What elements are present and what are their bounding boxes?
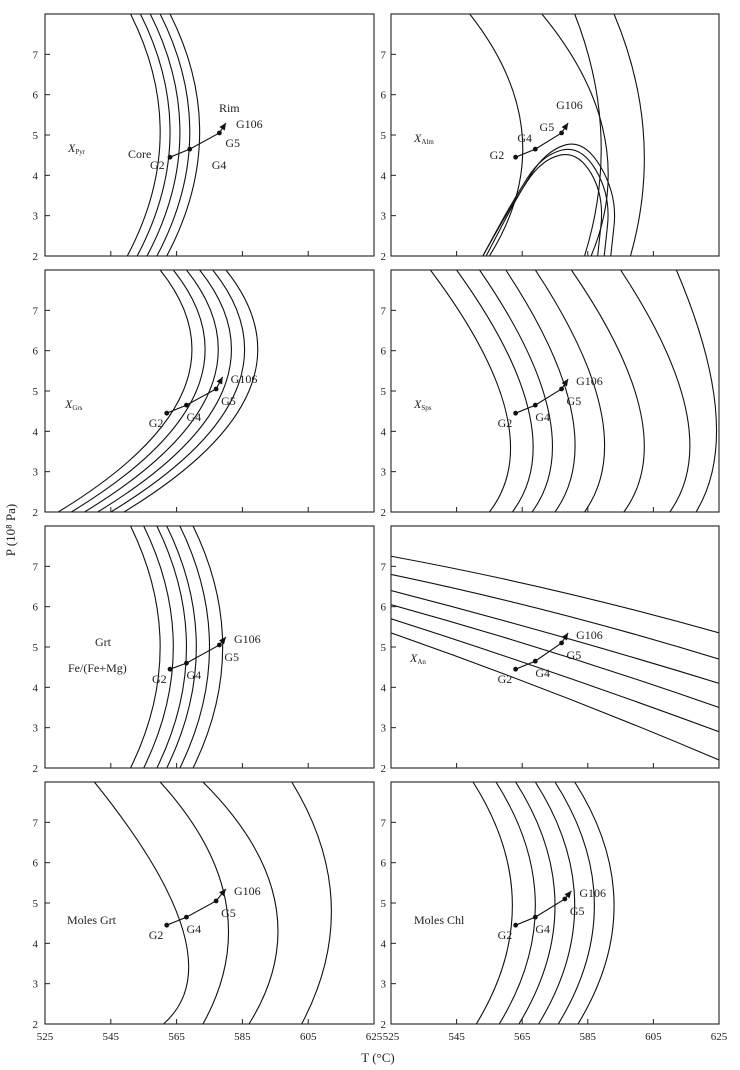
- point-label: G5: [221, 393, 236, 408]
- point-label: G2: [497, 672, 513, 687]
- pt-path: [170, 123, 226, 157]
- isopleths: [473, 782, 614, 1024]
- y-tick-label: 3: [32, 978, 38, 991]
- sample-point: [533, 403, 538, 408]
- rim-label: Rim: [218, 100, 240, 115]
- isopleth-iso-6: [391, 633, 719, 760]
- point-label: G4: [535, 922, 550, 937]
- isopleth-iso-1: [470, 14, 523, 256]
- isopleth-loop-1: [483, 155, 602, 256]
- isopleth-iso-4: [167, 526, 197, 768]
- point-label: G5: [224, 649, 240, 664]
- isopleth-iso-1: [131, 526, 161, 768]
- x-tick-label: 585: [579, 1031, 597, 1043]
- point-label: G106: [233, 883, 261, 898]
- isopleth-iso-8: [676, 270, 716, 512]
- isopleths: [58, 270, 258, 512]
- y-tick-label: 7: [380, 305, 386, 318]
- x-tick-label: 585: [234, 1031, 251, 1043]
- y-tick-label: 4: [380, 682, 386, 695]
- sample-point: [184, 915, 189, 920]
- sample-point: [168, 155, 173, 160]
- isopleth-iso-1: [473, 782, 512, 1024]
- isopleth-iso-2: [144, 526, 174, 768]
- y-tick-label: 3: [380, 210, 386, 223]
- x-tick-label: 605: [299, 1031, 317, 1043]
- y-tick-label: 3: [380, 466, 386, 479]
- isopleth-iso-4: [157, 14, 190, 256]
- y-tick-label: 6: [380, 857, 386, 870]
- isopleth-iso-6: [124, 270, 258, 512]
- point-label: G2: [497, 928, 513, 943]
- point-label: G4: [517, 131, 532, 146]
- isopleths: [391, 556, 719, 760]
- point-label: G106: [579, 885, 607, 900]
- point-label: G4: [186, 410, 202, 425]
- y-tick-label: 2: [380, 251, 386, 263]
- isopleths: [470, 14, 645, 256]
- panel-an: [381, 526, 720, 775]
- pt-path: [516, 891, 572, 925]
- isopleth-iso-1: [127, 14, 160, 256]
- sample-point: [513, 411, 518, 416]
- isopleth-iso-4: [391, 605, 719, 708]
- isopleth-iso-2: [160, 782, 228, 1024]
- isopleth-iso-5: [535, 270, 604, 512]
- core-label: Core: [128, 147, 152, 162]
- isopleth-iso-4: [614, 14, 644, 256]
- point-label: G5: [539, 119, 555, 134]
- x-tick-label: 565: [168, 1031, 185, 1043]
- point-label: G4: [186, 922, 202, 937]
- panel-title: XSps: [414, 397, 432, 412]
- isopleth-iso-3: [575, 14, 602, 256]
- x-tick-label: 625: [710, 1031, 728, 1043]
- y-tick-label: 2: [380, 1019, 386, 1031]
- sample-point: [164, 411, 169, 416]
- isopleth-iso-2: [457, 270, 534, 512]
- isopleth-iso-3: [147, 14, 180, 256]
- y-tick-label: 7: [380, 49, 386, 62]
- panel-pyr: [33, 14, 375, 263]
- panel-fe: [33, 526, 375, 775]
- point-label: G4: [535, 410, 550, 425]
- panel-title-line2: Fe/(Fe+Mg): [68, 661, 127, 675]
- y-tick-label: 6: [32, 601, 38, 614]
- y-tick-label: 6: [32, 345, 38, 358]
- x-tick-label: 525: [382, 1031, 400, 1043]
- panel-molesgrt: [33, 782, 383, 1043]
- panel-alm: [381, 14, 720, 263]
- isopleth-iso-5: [167, 14, 200, 256]
- point-label: G5: [566, 647, 582, 662]
- y-tick-label: 2: [380, 763, 386, 775]
- y-tick-label: 7: [380, 561, 386, 574]
- point-label: G2: [497, 416, 513, 431]
- point-label: G5: [566, 393, 582, 408]
- y-tick-label: 6: [32, 89, 38, 102]
- y-tick-label: 5: [380, 386, 386, 398]
- point-label: G106: [235, 116, 263, 131]
- sample-point: [168, 667, 173, 672]
- sample-point: [513, 667, 518, 672]
- y-tick-label: 3: [380, 722, 386, 735]
- y-tick-label: 2: [32, 507, 38, 519]
- panel-title: XAlm: [414, 131, 434, 146]
- y-tick-label: 4: [32, 938, 38, 951]
- isopleth-iso-2: [539, 14, 608, 256]
- sample-point: [559, 641, 564, 646]
- path-arrowhead: [219, 123, 226, 131]
- y-tick-label: 5: [32, 130, 38, 142]
- panel-frame: [45, 782, 374, 1024]
- x-axis-label: T (°C): [361, 1050, 395, 1065]
- point-label: G106: [233, 631, 261, 646]
- x-tick-label: 545: [448, 1031, 465, 1043]
- y-tick-label: 4: [380, 426, 386, 439]
- x-tick-label: 605: [645, 1031, 662, 1043]
- isopleth-iso-2: [137, 14, 170, 256]
- isopleth-iso-3: [203, 782, 278, 1024]
- y-tick-label: 7: [32, 817, 38, 830]
- y-tick-label: 2: [380, 507, 386, 519]
- y-tick-label: 2: [32, 251, 38, 263]
- y-tick-label: 6: [380, 89, 386, 102]
- sample-point: [164, 923, 169, 928]
- x-tick-label: 625: [365, 1031, 383, 1043]
- y-tick-label: 6: [380, 345, 386, 358]
- point-label: G106: [576, 627, 603, 642]
- sample-point: [187, 147, 192, 152]
- sample-point: [533, 147, 538, 152]
- isopleth-iso-3: [391, 591, 719, 687]
- y-tick-label: 5: [32, 898, 38, 910]
- panels-group: [33, 14, 728, 1043]
- panel-title: Grt: [95, 635, 111, 649]
- y-tick-label: 3: [32, 466, 38, 479]
- sample-point: [214, 899, 219, 904]
- y-tick-label: 3: [380, 978, 386, 991]
- isopleth-iso-1: [391, 556, 719, 633]
- panel-sps: [381, 270, 720, 519]
- y-tick-label: 3: [32, 210, 38, 223]
- point-label: G2: [152, 672, 167, 687]
- y-tick-label: 3: [32, 722, 38, 735]
- isopleth-iso-7: [621, 270, 690, 512]
- point-label: G5: [569, 903, 585, 918]
- pt-path: [167, 889, 226, 925]
- point-label: G4: [186, 668, 202, 683]
- isopleth-iso-4: [506, 270, 575, 512]
- isopleths: [430, 270, 716, 512]
- sample-point: [562, 897, 567, 902]
- isopleth-iso-2: [391, 574, 719, 659]
- sample-point: [217, 131, 222, 136]
- point-label: G5: [221, 905, 236, 920]
- point-label: G2: [148, 416, 164, 431]
- isopleth-loop-3: [486, 144, 614, 256]
- sample-point: [559, 131, 564, 136]
- y-tick-label: 4: [380, 938, 386, 951]
- point-label: G5: [225, 135, 241, 150]
- point-label: G4: [211, 158, 227, 173]
- y-tick-label: 5: [380, 642, 386, 654]
- y-tick-label: 5: [380, 898, 386, 910]
- point-label: G106: [556, 97, 583, 112]
- panel-title: Moles Chl: [414, 913, 465, 927]
- panel-title: Moles Grt: [67, 913, 116, 927]
- y-axis-label: P (10⁸ Pa): [3, 503, 18, 557]
- panel-title: XGrs: [65, 397, 83, 412]
- panel-frame: [391, 14, 719, 256]
- point-label: G2: [148, 928, 164, 943]
- x-tick-label: 545: [102, 1031, 120, 1043]
- sample-point: [559, 387, 564, 392]
- path-arrowhead: [562, 123, 568, 131]
- isopleth-iso-1: [430, 270, 510, 512]
- y-tick-label: 4: [380, 170, 386, 183]
- y-tick-label: 7: [32, 305, 38, 318]
- y-tick-label: 7: [32, 49, 38, 62]
- sample-point: [533, 915, 538, 920]
- sample-point: [184, 403, 189, 408]
- pt-path: [516, 633, 568, 669]
- point-label: G106: [576, 373, 603, 388]
- sample-point: [184, 661, 189, 666]
- panel-frame: [391, 270, 719, 512]
- isopleth-iso-6: [571, 270, 644, 512]
- panel-frame: [45, 14, 374, 256]
- path-arrowhead: [562, 633, 568, 641]
- y-tick-label: 6: [32, 857, 38, 870]
- sample-point: [513, 155, 518, 160]
- panel-grs: [33, 270, 375, 519]
- isopleths: [127, 14, 199, 256]
- y-tick-label: 2: [32, 1019, 38, 1031]
- sample-point: [214, 387, 219, 392]
- sample-point: [533, 659, 538, 664]
- panel-moleschl: [381, 782, 728, 1043]
- y-tick-label: 4: [32, 170, 38, 183]
- isopleth-iso-1: [94, 782, 188, 1024]
- isopleth-iso-5: [180, 526, 210, 768]
- y-tick-label: 5: [380, 130, 386, 142]
- y-tick-label: 4: [32, 426, 38, 439]
- panel-title: XPyr: [68, 141, 86, 156]
- point-label: G2: [489, 148, 505, 163]
- y-tick-label: 5: [32, 386, 38, 398]
- y-tick-label: 6: [380, 601, 386, 614]
- isopleth-iso-5: [391, 619, 719, 732]
- isopleth-iso-4: [292, 782, 332, 1024]
- sample-point: [513, 923, 518, 928]
- y-tick-label: 2: [32, 763, 38, 775]
- y-tick-label: 7: [32, 561, 38, 574]
- panel-title: XAn: [410, 651, 426, 666]
- x-tick-label: 565: [513, 1031, 531, 1043]
- pt-path: [516, 379, 568, 413]
- y-tick-label: 5: [32, 642, 38, 654]
- x-tick-label: 525: [36, 1031, 54, 1043]
- pt-path: [170, 637, 226, 669]
- point-label: G4: [535, 666, 550, 681]
- sample-point: [217, 643, 222, 648]
- isopleths: [131, 526, 223, 768]
- y-tick-label: 7: [380, 817, 386, 830]
- isopleth-iso-3: [480, 270, 553, 512]
- isopleth-iso-2: [496, 782, 535, 1024]
- y-tick-label: 4: [32, 682, 38, 695]
- point-label: G106: [230, 371, 258, 386]
- point-label: G2: [150, 158, 165, 173]
